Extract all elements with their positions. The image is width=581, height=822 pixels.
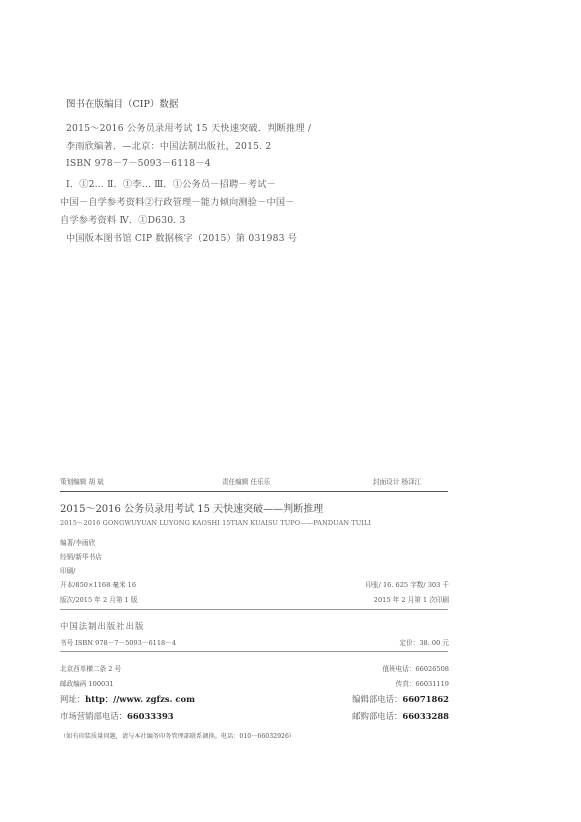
planning-editor: 策划编辑 胡 斌 [60, 478, 104, 486]
cip-heading: 图书在版编目（CIP）数据 [66, 99, 179, 110]
mail-order-phone-row [352, 710, 449, 722]
website-row [60, 693, 195, 705]
isbn: 书号 ISBN 978－7－5093－6118－4 [60, 639, 177, 647]
price: 定价：38. 00 元 [399, 639, 449, 647]
lower-rule [60, 651, 448, 652]
editorial-phone-row [352, 693, 449, 705]
mail-order-phone-label: 邮购部电话： [352, 711, 403, 721]
website-label: 网址： [60, 694, 86, 704]
postcode: 邮政编码 100031 [60, 680, 114, 688]
cover-designer: 封面设计 杨泽江 [373, 478, 422, 486]
distributor: 经销/新华书店 [60, 553, 102, 561]
responsible-editor: 责任编辑 任乐乐 [222, 478, 271, 486]
editorial-phone-label: 编辑部电话： [352, 694, 403, 704]
marketing-phone-row [60, 710, 174, 722]
format: 开本/850×1168 毫米 16 [60, 581, 137, 589]
sheets-and-word-count: 印张/ 16. 625 字数/ 303 千 [365, 581, 449, 589]
edition: 版次/2015 年 2 月第 1 版 [60, 596, 138, 604]
printer: 印刷/ [60, 567, 76, 575]
top-rule [60, 491, 448, 492]
book-title-chinese: 2015～2016 公务员录用考试 15 天快速突破——判断推理 [60, 504, 324, 515]
cip-subject-line-2: 中国－自学参考资料②行政管理－能力倾向测验－中国－ [60, 197, 295, 208]
editorial-phone: 66071862 [402, 694, 449, 704]
middle-rule [60, 609, 448, 610]
mail-order-phone: 66033288 [402, 711, 449, 721]
book-title-pinyin: 2015～2016 GONGWUYUAN LUYONG KAOSHI 15TIAN KUAISU TUPO——PANDUAN TUILI [60, 519, 372, 527]
website-link[interactable]: http：//www. zgfzs. com [85, 694, 195, 704]
cip-subject-line-3: 自学参考资料 Ⅳ．①D630. 3 [60, 215, 186, 226]
marketing-phone: 66033393 [127, 711, 174, 721]
cip-record-number: 中国版本图书馆 CIP 数据核字（2015）第 031983 号 [66, 233, 298, 244]
publisher-name: 中国法制出版社出版 [60, 621, 145, 631]
author: 编著/李雨欣 [60, 539, 96, 547]
cip-author-line: 李雨欣编著．—北京：中国法制出版社，2015. 2 [66, 141, 272, 152]
fax: 传真：66031119 [395, 680, 449, 688]
print-run: 2015 年 2 月第 1 次印刷 [373, 596, 449, 604]
cip-title-line: 2015～2016 公务员录用考试 15 天快速突破．判断推理 / [66, 123, 312, 134]
address: 北京西单横二条 2 号 [60, 665, 122, 673]
cip-isbn-line: ISBN 978－7－5093－6118－4 [66, 158, 211, 169]
duty-phone: 值班电话：66026508 [382, 665, 449, 673]
marketing-phone-label: 市场营销部电话： [60, 711, 127, 721]
quality-notice: （如有印装质量问题，请与本社编务印务管理部联系调换。电话：010－66032926） [60, 733, 296, 740]
cip-subject-line-1: Ⅰ．①2… Ⅱ．①李… Ⅲ．①公务员－招聘－考试－ [66, 179, 276, 190]
